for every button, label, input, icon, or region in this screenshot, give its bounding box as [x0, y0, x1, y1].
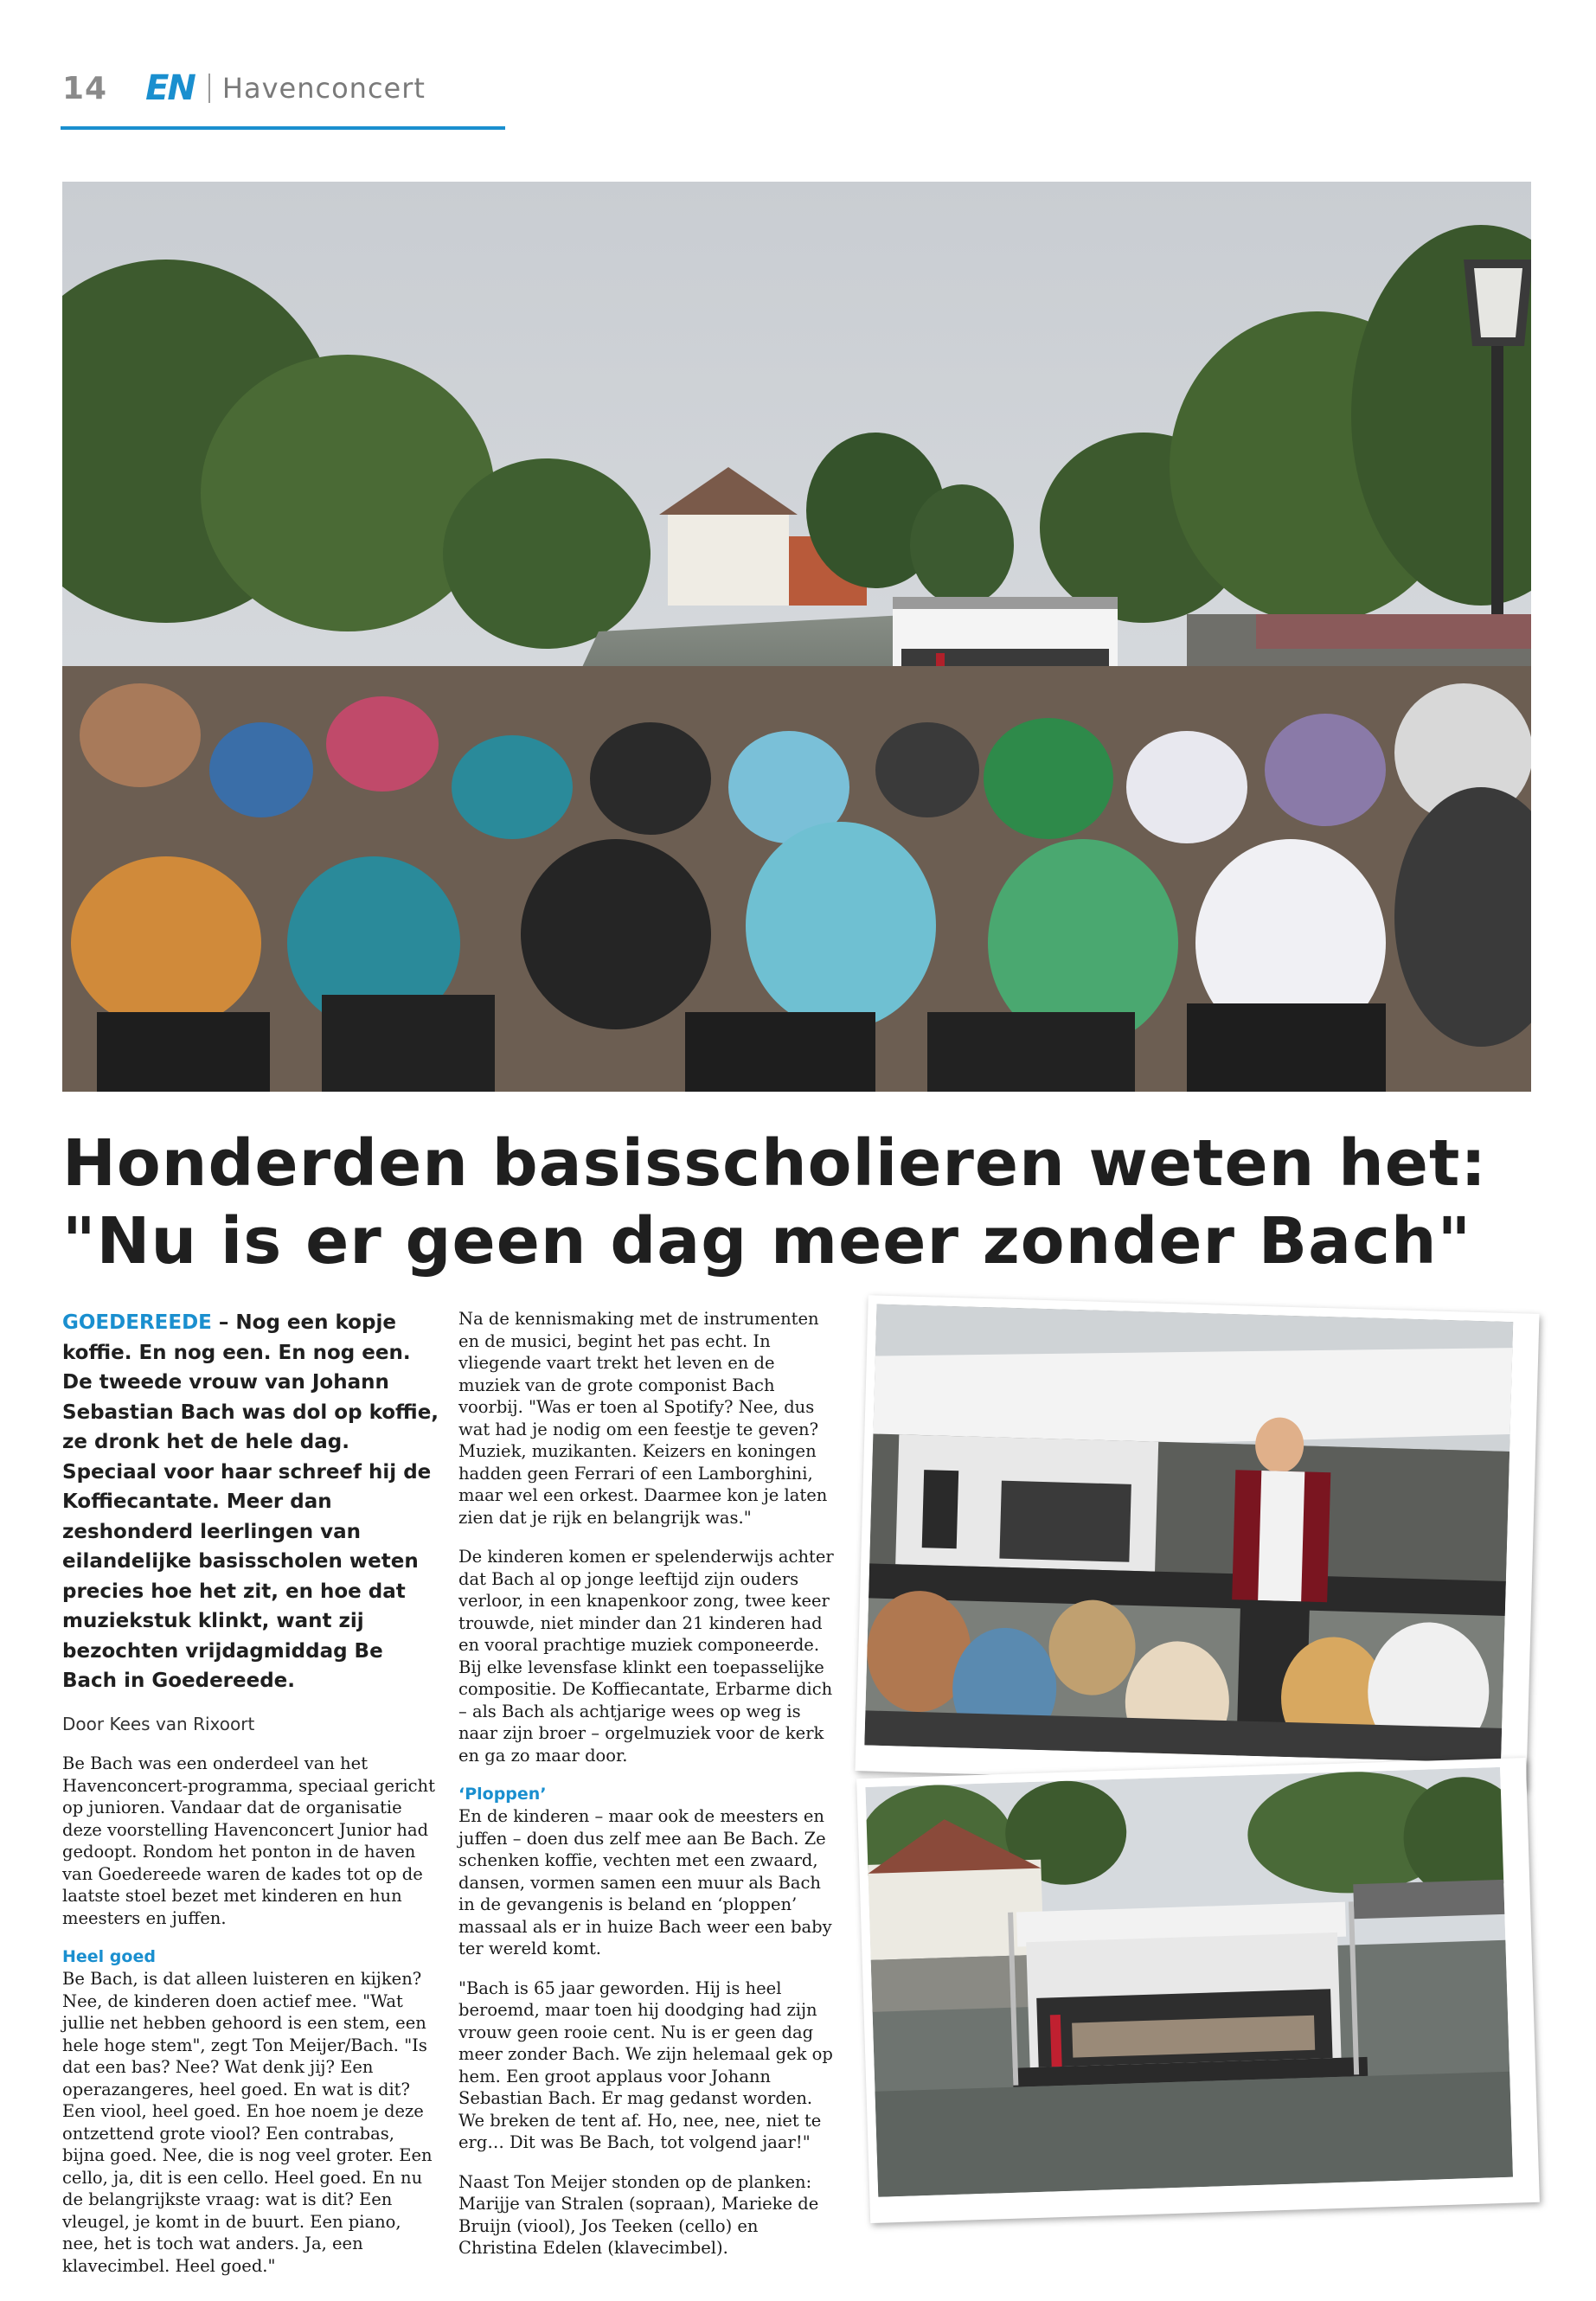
page-number: 14	[62, 70, 108, 106]
intro-text: – Nog een kopje koffie. En nog een. En nog een. De tweede vrouw van Johann Sebastian Bach was dol op koffie, ze dronk het de hele dag. Speciaal voor haar schreef hij de Koffiecantate. Meer dan zeshonderd leerlingen van eilandelijke basisscholen weten precies hoe het zit, en hoe dat muziekstuk klinkt, want zij bezochten vrijdagmiddag Be Bach in Goedereede.	[62, 1311, 439, 1692]
article-column-2	[458, 1308, 839, 2277]
paragraph-7: Naast Ton Meijer stonden op de planken: Marijje van Stralen (sopraan), Marieke de Bruijn (viool), Jos Teeken (cello) en Christina Edelen (klavecimbel).	[458, 2171, 819, 2258]
subhead-heel-goed: Heel goed	[62, 1947, 156, 1966]
headline-line-1: Honderden basisscholieren weten het:	[62, 1126, 1487, 1201]
subhead-ploppen: ‘Ploppen’	[458, 1785, 547, 1804]
paragraph-2: Be Bach, is dat alleen luisteren en kijken? Nee, de kinderen doen actief mee. "Wat jullie net hebben gehoord is een stem, een hele hoge stem", zegt Ton Meijer/Bach. "Is dat een bas? Nee? Wat denk jij? Een operazangeres, heel goed. En wat is dit? Een viool, heel goed. En hoe noem je deze ontzettend grote viool? Een contrabas, bijna goed. Nee, die is nog veel groter. Een cello, ja, dit is een cello. Heel goed. En nu de belangrijkste vraag: wat is dit? Een vleugel, je komt in de buurt. Een piano, nee, het is toch wat anders. Ja, een klavecimbel. Heel goed."	[62, 1969, 433, 2276]
paragraph-5: En de kinderen – maar ook de meesters en juffen – doen dus zelf mee aan Be Bach. Ze schenken koffie, vechten met een zwaard, dansen, vormen samen een muur als Bach in de gevangenis is beland en ‘ploppen’ massaal als er in huize Bach weer een baby ter wereld komt.	[458, 1806, 832, 1958]
paragraph-4: De kinderen komen er spelenderwijs achter dat Bach al op jonge leeftijd zijn ouders verloor, in een knapenkoor zong, twee keer trouwde, niet minder dan 21 kinderen had en vooral prachtige muziek componeerde. Bij elke levensfase klinkt een toepasselijke compositie. De Koffiecantate, Erbarme dich – als Bach als achtjarige wees op weg is naar zijn broer – orgelmuziek voor de kerk en ga zo maar door.	[458, 1547, 834, 1766]
page-header	[62, 62, 426, 114]
header-rule	[61, 126, 505, 130]
byline: Door Kees van Rixoort	[62, 1713, 255, 1734]
paragraph-1: Be Bach was een onderdeel van het Havenconcert-programma, speciaal gericht op junioren. Vandaar dat de organisatie deze voorstelling Havenconcert Junior had gedoopt. Rondom het ponton in de haven van Goedereede waren de kades tot op de laatste stoel bezet met kinderen en hun meesters en juffen.	[62, 1753, 435, 1928]
dateline: GOEDEREEDE	[62, 1311, 212, 1334]
header-divider	[208, 74, 210, 103]
main-photo	[62, 182, 1531, 1092]
section-title: Havenconcert	[221, 72, 426, 105]
paragraph-3: Na de kennismaking met de instrumenten en de musici, begint het pas echt. In vliegende vaart trekt het leven en de muziek van de grote componist Bach voorbij. "Was er toen al Spotify? Nee, dus wat had je nodig om een feestje te geven? Muziek, muzikanten. Keizers en koningen hadden geen Ferrari of een Lamborghini, maar wel een orkest. Daarmee kon je laten zien dat je rijk en belangrijk was."	[458, 1309, 828, 1528]
headline-line-2: "Nu is er geen dag meer zonder Bach"	[62, 1204, 1472, 1279]
article-intro	[62, 1308, 441, 1696]
article-headline	[62, 1125, 1533, 1280]
newspaper-logo: EN	[145, 68, 195, 108]
paragraph-6: "Bach is 65 jaar geworden. Hij is heel beroemd, maar toen hij doodging had zijn vrouw geen rooie cent. Nu is er geen dag meer zonder Bach. We zijn helemaal gek op hem. Een groot applaus voor Johann Sebastian Bach. Er mag gedanst worden. We breken de tent af. Ho, nee, nee, niet te erg… Dit was Be Bach, tot volgend jaar!"	[458, 1977, 833, 2152]
side-photo-top	[855, 1295, 1539, 1789]
article-column-1	[62, 1308, 441, 2294]
side-photo-bottom	[856, 1758, 1540, 2223]
